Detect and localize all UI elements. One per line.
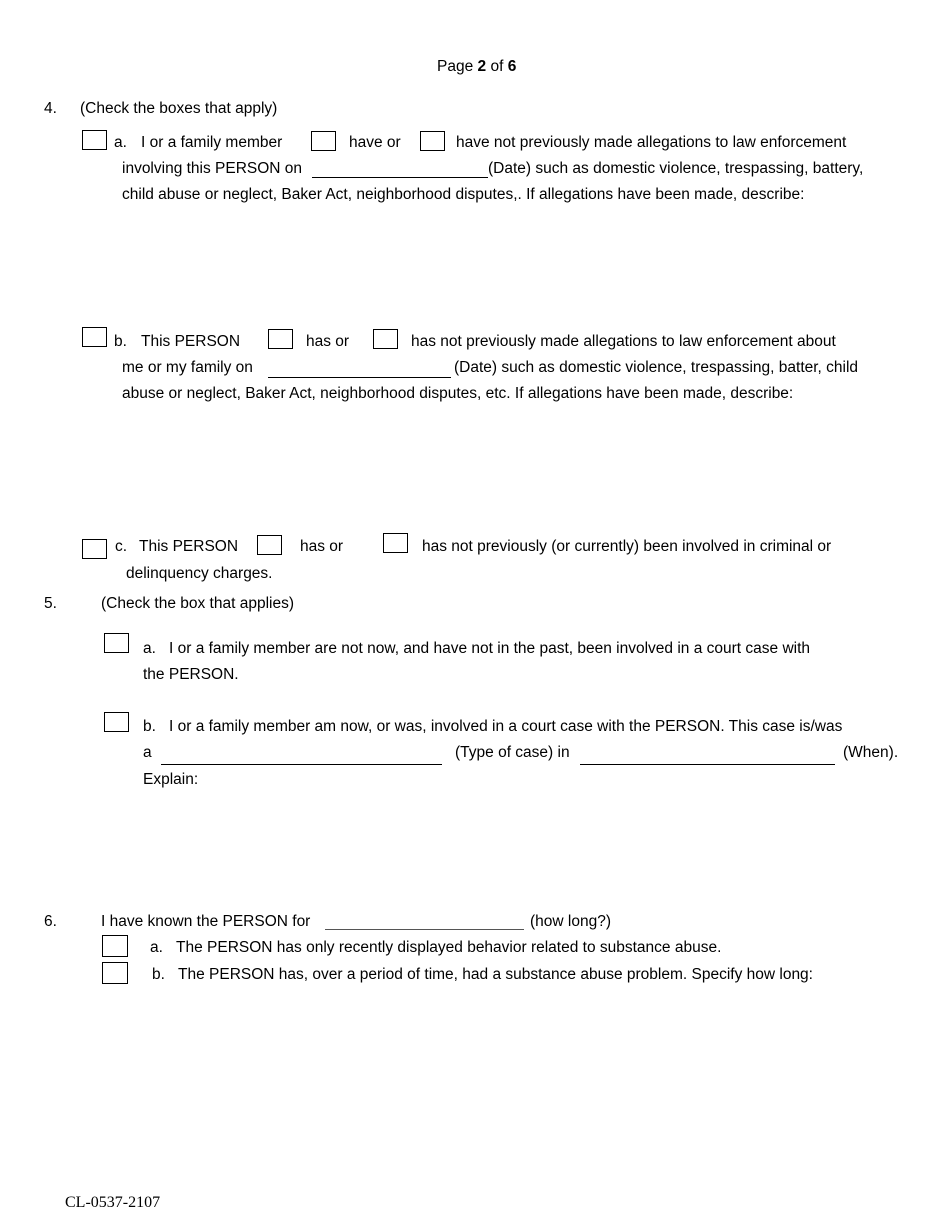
page-current: 2 <box>477 58 487 75</box>
q5b-letter: b. <box>143 718 156 735</box>
form-code: CL-0537-2107 <box>65 1194 161 1211</box>
q5a-checkbox[interactable] <box>104 633 129 653</box>
q4c-part3: has not previously (or currently) been involved in criminal or <box>422 538 832 555</box>
q4a-have-not-checkbox[interactable] <box>420 131 445 151</box>
page-prefix: Page <box>437 58 474 75</box>
q4b-part3: has not previously made allegations to law enforcement about <box>411 333 836 350</box>
q6-how-long-field[interactable] <box>325 929 524 930</box>
q4c-checkbox[interactable] <box>82 539 107 559</box>
q4b-checkbox[interactable] <box>82 327 107 347</box>
q4c-part2: has or <box>300 538 344 555</box>
q4c-part1: This PERSON <box>139 538 239 555</box>
q5b-line2-end: (When). <box>843 744 899 761</box>
q5b-line2-mid: (Type of case) in <box>455 744 570 761</box>
q5b-when-field[interactable] <box>580 764 835 765</box>
q4a-checkbox[interactable] <box>82 130 107 150</box>
q6b-letter: b. <box>152 966 165 983</box>
q4a-part1: I or a family member <box>141 134 283 151</box>
q4a-part2: have or <box>349 134 401 151</box>
q4a-line2-end: (Date) such as domestic violence, trespassing, battery, <box>488 160 864 177</box>
q5a-line2: the PERSON. <box>143 666 239 683</box>
q6a-letter: a. <box>150 939 163 956</box>
q5b-line3: Explain: <box>143 771 199 788</box>
q4b-part1: This PERSON <box>141 333 241 350</box>
q4c-has-checkbox[interactable] <box>257 535 282 555</box>
q5-instruction: (Check the box that applies) <box>101 595 294 612</box>
q4a-letter: a. <box>114 134 127 151</box>
q4b-date-field[interactable] <box>268 377 451 378</box>
q4-instruction: (Check the boxes that apply) <box>80 100 278 117</box>
q4b-letter: b. <box>114 333 127 350</box>
q5a-letter: a. <box>143 640 156 657</box>
q5a-line1: I or a family member are not now, and have not in the past, been involved in a court case with <box>169 640 811 657</box>
q6a-text: The PERSON has only recently displayed behavior related to substance abuse. <box>176 939 722 956</box>
q4a-part3: have not previously made allegations to law enforcement <box>456 134 847 151</box>
q6a-checkbox[interactable] <box>102 935 128 957</box>
q6b-checkbox[interactable] <box>102 962 128 984</box>
q5b-checkbox[interactable] <box>104 712 129 732</box>
page-number <box>437 58 516 76</box>
q5b-line2-start: a <box>143 744 152 761</box>
q4b-line3: abuse or neglect, Baker Act, neighborhood disputes, etc. If allegations have been made, describe: <box>122 385 794 402</box>
q6-number: 6. <box>44 913 57 930</box>
q4b-line2-end: (Date) such as domestic violence, trespassing, batter, child <box>454 359 859 376</box>
q5-number: 5. <box>44 595 57 612</box>
q4-number: 4. <box>44 100 57 117</box>
q5b-case-type-field[interactable] <box>161 764 442 765</box>
q6b-text: The PERSON has, over a period of time, had a substance abuse problem. Specify how long: <box>178 966 813 983</box>
q4b-has-not-checkbox[interactable] <box>373 329 398 349</box>
q4c-letter: c. <box>115 538 128 555</box>
q4c-line2: delinquency charges. <box>126 565 273 582</box>
q6-line1-start: I have known the PERSON for <box>101 913 311 930</box>
q4a-line3: child abuse or neglect, Baker Act, neighborhood disputes,. If allegations have been made, describe: <box>122 186 805 203</box>
q4a-have-checkbox[interactable] <box>311 131 336 151</box>
q4b-part2: has or <box>306 333 350 350</box>
page-total: 6 <box>507 58 517 75</box>
q4a-line2-start: involving this PERSON on <box>122 160 303 177</box>
q4b-has-checkbox[interactable] <box>268 329 293 349</box>
q6-line1-end: (how long?) <box>530 913 611 930</box>
q4b-line2-start: me or my family on <box>122 359 253 376</box>
q4c-has-not-checkbox[interactable] <box>383 533 408 553</box>
q5b-line1: I or a family member am now, or was, involved in a court case with the PERSON. This case is/was <box>169 718 843 735</box>
q4a-date-field[interactable] <box>312 177 488 178</box>
page-of: of <box>490 58 504 75</box>
